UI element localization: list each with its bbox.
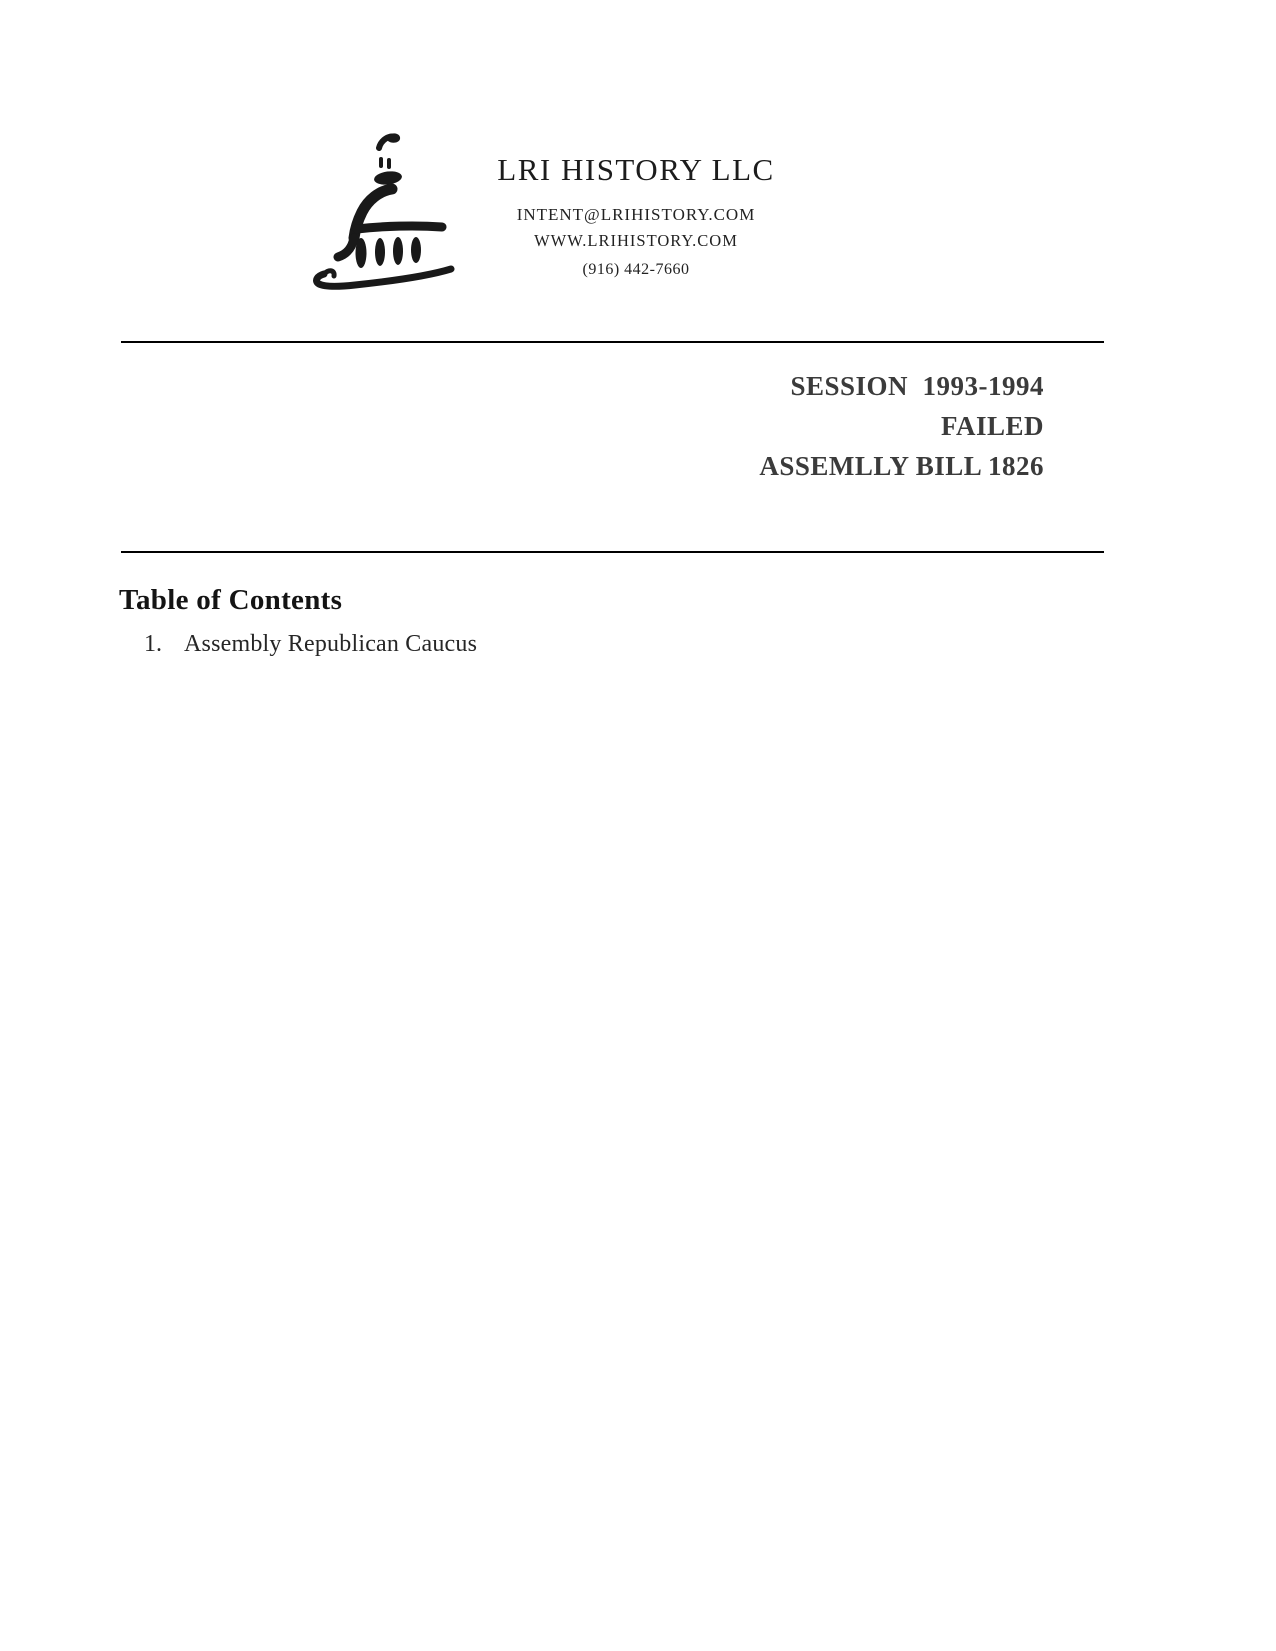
toc-item-label: Assembly Republican Caucus xyxy=(184,631,478,657)
divider-bottom xyxy=(121,551,1104,553)
session-block xyxy=(759,366,1044,486)
letterhead xyxy=(460,152,812,279)
bill-number: ASSEMLLY BILL 1826 xyxy=(759,451,1044,481)
toc-title: Table of Contents xyxy=(119,584,343,616)
capitol-dome-logo-icon xyxy=(293,126,471,304)
company-name: LRI HISTORY LLC xyxy=(497,152,775,187)
toc-item-number: 1. xyxy=(144,631,162,657)
company-email: INTENT@LRIHISTORY.COM xyxy=(516,205,756,224)
company-phone: (916) 442-7660 xyxy=(582,261,690,278)
company-website: WWW.LRIHISTORY.COM xyxy=(534,231,738,250)
bill-status: FAILED xyxy=(940,411,1044,441)
session-years: SESSION 1993-1994 xyxy=(790,371,1044,401)
toc-item xyxy=(144,631,477,658)
divider-top xyxy=(121,341,1104,343)
